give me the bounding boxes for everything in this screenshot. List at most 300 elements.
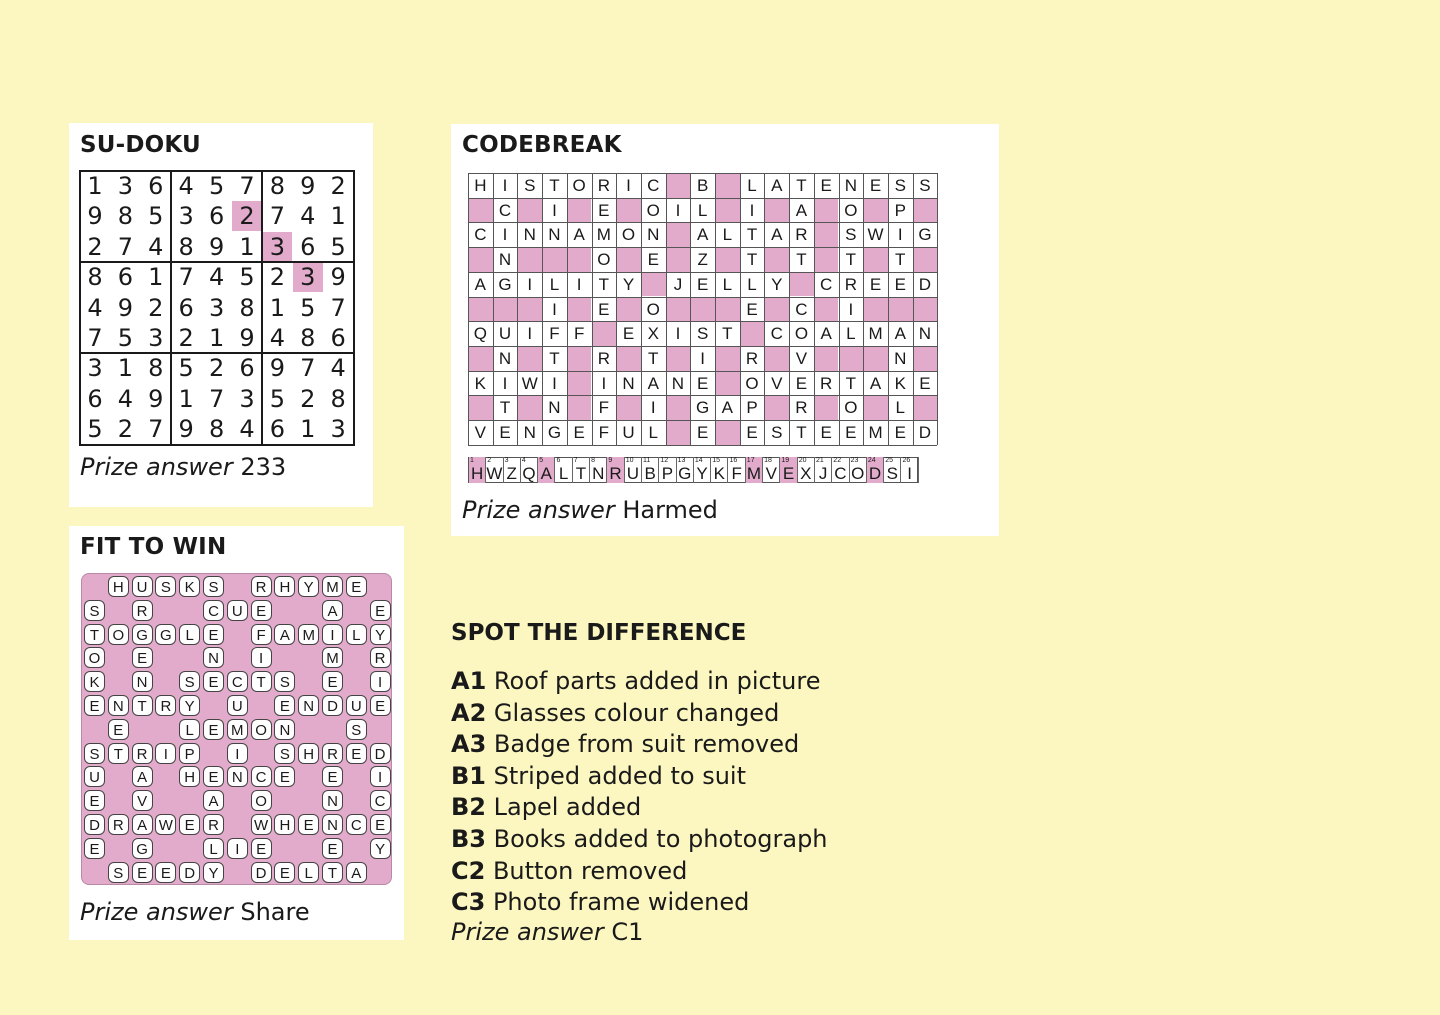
fit-to-win-letter: S (84, 600, 105, 621)
fit-to-win-letter: E (322, 838, 343, 859)
fit-to-win-letter: A (203, 790, 224, 811)
codebreak-key-cell (746, 457, 763, 483)
codebreak-key-cell (556, 457, 573, 483)
fit-to-win-letter: I (155, 743, 176, 764)
codebreak-key-number: 17 (746, 457, 755, 464)
codebreak-letter: I (616, 173, 641, 198)
codebreak-key-letter: S (886, 464, 898, 483)
sudoku-cell: 3 (293, 262, 323, 292)
codebreak-block (666, 395, 691, 420)
sudoku-cell: 9 (208, 232, 225, 261)
codebreak-key-number: 2 (487, 457, 492, 464)
fit-to-win-letter: I (322, 624, 343, 645)
fit-to-win-letter: E (346, 743, 367, 764)
fit-to-win-letter: R (132, 600, 153, 621)
codebreak-block (616, 395, 641, 420)
sudoku-box-line (79, 352, 355, 354)
codebreak-letter: T (839, 247, 864, 272)
spot-difference-item (451, 887, 828, 919)
codebreak-gridline (468, 173, 937, 174)
spot-difference-code: C3 (451, 888, 486, 917)
codebreak-letter: U (493, 321, 518, 346)
fit-to-win-letter: E (84, 695, 105, 716)
sudoku-cell: 7 (269, 202, 286, 231)
spot-difference-code: A3 (451, 730, 487, 759)
fit-to-win-letter: M (322, 576, 343, 597)
codebreak-letter: A (641, 371, 666, 396)
codebreak-gridline (937, 173, 938, 445)
sudoku-cell: 6 (239, 354, 255, 383)
sudoku-cell: 3 (330, 415, 346, 444)
sudoku-cell: 5 (117, 324, 134, 352)
codebreak-key-number: 23 (850, 457, 859, 464)
codebreak-letter: N (839, 173, 864, 198)
codebreak-letter: O (839, 198, 864, 223)
codebreak-gridline (616, 173, 617, 445)
fit-to-win-letter: L (179, 719, 200, 740)
codebreak-key-number: 14 (694, 457, 703, 464)
codebreak-block (863, 346, 888, 371)
codebreak-letter: A (690, 222, 715, 247)
sudoku-cell: 2 (87, 232, 103, 261)
codebreak-key-letter: Q (522, 464, 536, 483)
codebreak-block (542, 247, 567, 272)
codebreak-letter: E (592, 198, 617, 223)
codebreak-key-number: 16 (729, 457, 738, 464)
codebreak-gridline (888, 173, 889, 445)
codebreak-key-cell (711, 457, 728, 483)
sudoku-cell: 7 (148, 415, 164, 444)
sudoku-cell: 9 (239, 324, 255, 352)
spot-the-difference-list (451, 666, 828, 919)
codebreak-prize-label: Prize answer (462, 496, 615, 524)
codebreak-letter: O (592, 247, 617, 272)
fit-to-win-letter: S (108, 862, 129, 883)
fit-to-win-letter: O (108, 624, 129, 645)
fit-to-win-letter: A (274, 624, 295, 645)
codebreak-block (616, 247, 641, 272)
sudoku-cell: 4 (239, 415, 255, 444)
fit-to-win-letter: E (370, 695, 391, 716)
fit-to-win-letter: G (132, 624, 153, 645)
spot-difference-code: B2 (451, 793, 486, 822)
codebreak-letter: T (888, 247, 913, 272)
codebreak-letter: W (863, 222, 888, 247)
sudoku-cell: 1 (269, 293, 286, 322)
codebreak-letter: P (888, 198, 913, 223)
fit-to-win-letter: D (322, 695, 343, 716)
codebreak-letter: C (493, 198, 518, 223)
fit-to-win-letter: I (370, 671, 391, 692)
fit-to-win-letter: I (251, 647, 272, 668)
codebreak-letter: G (542, 420, 567, 445)
sudoku-cell: 7 (117, 232, 134, 261)
codebreak-key-letter: F (731, 464, 742, 483)
codebreak-gridline (468, 222, 937, 223)
spot-prize-label: Prize answer (451, 918, 604, 946)
sudoku-cell: 2 (300, 384, 316, 413)
fit-to-win-letter: E (274, 862, 295, 883)
fit-to-win-panel (69, 526, 404, 940)
codebreak-letter: O (641, 198, 666, 223)
codebreak-letter: N (616, 371, 641, 396)
fit-to-win-letter: T (251, 671, 272, 692)
sudoku-cell: 2 (117, 415, 134, 444)
sudoku-cell: 3 (262, 232, 292, 262)
codebreak-key-number: 12 (660, 457, 669, 464)
sudoku-cell: 3 (148, 324, 164, 352)
codebreak-key-cell (850, 457, 867, 483)
sudoku-cell: 5 (239, 263, 255, 292)
sudoku-cell: 6 (269, 415, 286, 444)
codebreak-gridline (567, 173, 568, 445)
codebreak-key-number: 4 (521, 457, 526, 464)
codebreak-block (764, 346, 789, 371)
codebreak-letter: C (814, 272, 839, 297)
fit-to-win-letter: C (251, 766, 272, 787)
fit-to-win-letter: O (251, 790, 272, 811)
codebreak-block (567, 198, 592, 223)
fit-to-win-letter: R (370, 647, 391, 668)
spot-the-difference-title: SPOT THE DIFFERENCE (451, 620, 747, 646)
sudoku-cell: 5 (269, 384, 286, 413)
fit-to-win-letter: L (346, 624, 367, 645)
codebreak-block (616, 346, 641, 371)
codebreak-gridline (468, 247, 937, 248)
codebreak-letter: S (690, 321, 715, 346)
codebreak-letter: E (690, 371, 715, 396)
fit-to-win-letter: E (132, 862, 153, 883)
sudoku-cell: 2 (269, 263, 286, 292)
codebreak-letter: S (888, 173, 913, 198)
fit-to-win-letter: T (84, 624, 105, 645)
codebreak-letter: D (913, 272, 938, 297)
sudoku-cell: 4 (148, 232, 164, 261)
codebreak-letter: L (888, 395, 913, 420)
codebreak-key-cell (815, 457, 832, 483)
codebreak-key-cell (538, 457, 555, 483)
codebreak-letter: N (888, 346, 913, 371)
codebreak-letter: C (641, 173, 666, 198)
codebreak-letter: S (517, 173, 542, 198)
codebreak-letter: F (542, 321, 567, 346)
fit-to-win-letter: D (84, 814, 105, 835)
codebreak-gridline (493, 173, 494, 445)
codebreak-block (567, 346, 592, 371)
codebreak-key-letter: D (868, 464, 882, 483)
sudoku-cell: 3 (178, 202, 194, 231)
codebreak-letter: T (789, 420, 814, 445)
codebreak-letter: I (690, 346, 715, 371)
sudoku-cell: 2 (208, 354, 225, 383)
codebreak-key-number: 5 (539, 457, 544, 464)
fit-to-win-letter: H (274, 814, 295, 835)
codebreak-letter: P (740, 395, 765, 420)
codebreak-key-cell (659, 457, 676, 483)
fit-to-win-letter: E (251, 838, 272, 859)
codebreak-letter: E (690, 272, 715, 297)
codebreak-letter: E (690, 420, 715, 445)
fit-to-win-letter: N (227, 766, 248, 787)
sudoku-cell: 9 (87, 202, 103, 231)
codebreak-gridline (641, 173, 642, 445)
sudoku-box-line (79, 170, 355, 172)
codebreak-letter: A (764, 173, 789, 198)
codebreak-key-letter: Y (696, 464, 708, 483)
codebreak-key-letter: L (558, 464, 569, 483)
codebreak-block (468, 247, 493, 272)
codebreak-gridline (592, 173, 593, 445)
sudoku-cell: 6 (208, 202, 225, 231)
fit-to-win-letter: E (203, 624, 224, 645)
codebreak-block (517, 297, 542, 322)
fit-to-win-letter: K (84, 671, 105, 692)
codebreak-block (517, 198, 542, 223)
fit-to-win-letter: D (179, 862, 200, 883)
fit-to-win-letter: R (322, 743, 343, 764)
codebreak-gridline (715, 173, 716, 445)
codebreak-gridline (468, 395, 937, 396)
sudoku-cell: 3 (239, 384, 255, 413)
codebreak-key-number: 25 (885, 457, 893, 464)
codebreak-gridline (740, 173, 741, 445)
codebreak-letter: G (913, 222, 938, 247)
codebreak-letter: E (913, 371, 938, 396)
codebreak-block (789, 272, 814, 297)
fit-to-win-letter: K (179, 576, 200, 597)
codebreak-key-number: 21 (816, 457, 824, 464)
sudoku-cell: 4 (87, 293, 103, 322)
sudoku-cell: 7 (300, 354, 316, 383)
fit-to-win-letter: C (370, 790, 391, 811)
spot-difference-text: Roof parts added in picture (493, 667, 821, 695)
spot-difference-item (451, 824, 828, 856)
codebreak-letter: T (542, 346, 567, 371)
codebreak-letter: C (468, 222, 493, 247)
fit-to-win-letter: W (155, 814, 176, 835)
codebreak-letter: L (715, 272, 740, 297)
sudoku-prize-value: 233 (240, 453, 287, 481)
sudoku-cell: 5 (87, 415, 103, 444)
codebreak-block (764, 395, 789, 420)
codebreak-block (814, 346, 839, 371)
fit-to-win-letter: V (132, 790, 153, 811)
spot-the-difference-prize (451, 918, 643, 946)
codebreak-block (764, 198, 789, 223)
codebreak-key-number: 18 (764, 457, 772, 464)
codebreak-letter: L (740, 272, 765, 297)
codebreak-block (592, 321, 617, 346)
codebreak-block (764, 297, 789, 322)
sudoku-cell: 5 (148, 202, 164, 231)
sudoku-cell: 7 (330, 293, 346, 322)
fit-to-win-letter: R (132, 743, 153, 764)
spot-difference-text: Glasses colour changed (493, 698, 780, 727)
codebreak-key-cell (504, 457, 521, 483)
spot-difference-code: A2 (451, 698, 487, 727)
fit-to-win-letter: H (274, 576, 295, 597)
codebreak-letter: R (839, 272, 864, 297)
sudoku-box-line (261, 170, 263, 446)
sudoku-cell: 9 (300, 172, 316, 200)
codebreak-letter: T (789, 173, 814, 198)
fit-to-win-letter: T (322, 862, 343, 883)
codebreak-letter: I (542, 198, 567, 223)
sudoku-cell: 5 (300, 293, 316, 322)
codebreak-key-letter: V (765, 464, 777, 483)
codebreak-key-cell (590, 457, 607, 483)
fit-to-win-letter: N (322, 790, 343, 811)
spot-difference-item (451, 792, 828, 824)
codebreak-gridline (468, 198, 937, 199)
fit-to-win-letter: I (370, 766, 391, 787)
codebreak-block (641, 272, 666, 297)
codebreak-letter: C (764, 321, 789, 346)
codebreak-block (764, 247, 789, 272)
sudoku-cell: 1 (117, 354, 134, 383)
fit-to-win-letter: E (84, 790, 105, 811)
fit-to-win-letter: L (179, 624, 200, 645)
codebreak-letter: E (888, 272, 913, 297)
codebreak-gridline (542, 173, 543, 445)
codebreak-letter: L (641, 420, 666, 445)
fit-to-win-letter: U (84, 766, 105, 787)
fit-to-win-letter: S (274, 743, 295, 764)
codebreak-block (616, 198, 641, 223)
codebreak-block (839, 346, 864, 371)
sudoku-cell: 6 (300, 232, 316, 261)
codebreak-letter: O (789, 321, 814, 346)
sudoku-cell: 6 (117, 263, 134, 292)
sudoku-cell: 8 (330, 384, 346, 413)
codebreak-letter: N (641, 222, 666, 247)
codebreak-key-letter: W (486, 464, 503, 483)
fit-to-win-letter: L (203, 838, 224, 859)
fit-to-win-letter: R (155, 695, 176, 716)
codebreak-block (913, 297, 938, 322)
sudoku-cell: 9 (117, 293, 134, 322)
codebreak-key-number: 13 (677, 457, 686, 464)
codebreak-letter: L (690, 198, 715, 223)
codebreak-letter: J (666, 272, 691, 297)
codebreak-key-number: 22 (833, 457, 842, 464)
codebreak-letter: E (740, 420, 765, 445)
codebreak-key-number: 11 (643, 457, 651, 464)
codebreak-letter: A (468, 272, 493, 297)
codebreak-letter: O (567, 173, 592, 198)
fit-to-win-letter: N (108, 695, 129, 716)
codebreak-key-number: 24 (867, 457, 876, 464)
codebreak-letter: E (839, 420, 864, 445)
codebreak-gridline (468, 445, 937, 446)
codebreak-block (690, 297, 715, 322)
codebreak-letter: I (641, 395, 666, 420)
codebreak-letter: F (592, 420, 617, 445)
codebreak-key-cell (763, 457, 780, 483)
sudoku-cell: 6 (330, 324, 346, 352)
fit-to-win-letter: E (155, 862, 176, 883)
sudoku-prize-label: Prize answer (80, 453, 233, 481)
codebreak-letter: N (493, 247, 518, 272)
codebreak-key-cell (694, 457, 711, 483)
sudoku-cell: 2 (178, 324, 194, 352)
codebreak-block (468, 395, 493, 420)
sudoku-cell: 5 (178, 354, 194, 383)
codebreak-block (913, 247, 938, 272)
fit-to-win-letter: M (298, 624, 319, 645)
codebreak-key-cell (884, 457, 901, 483)
codebreak-letter: R (789, 395, 814, 420)
codebreak-letter: E (789, 371, 814, 396)
codebreak-letter: F (567, 321, 592, 346)
codebreak-block (715, 346, 740, 371)
codebreak-letter: T (839, 371, 864, 396)
sudoku-cell: 1 (87, 172, 103, 200)
codebreak-letter: X (641, 321, 666, 346)
fit-to-win-letter: N (274, 719, 295, 740)
codebreak-letter: A (789, 198, 814, 223)
codebreak-key-number: 3 (504, 457, 509, 464)
codebreak-letter: I (567, 272, 592, 297)
codebreak-block (814, 222, 839, 247)
codebreak-letter: Y (616, 272, 641, 297)
fit-to-win-letter: R (251, 576, 272, 597)
codebreak-letter: I (740, 198, 765, 223)
codebreak-letter: T (789, 247, 814, 272)
codebreak-gridline (839, 173, 840, 445)
codebreak-block (814, 395, 839, 420)
fit-to-win-letter: C (346, 814, 367, 835)
codebreak-block (517, 346, 542, 371)
spot-difference-code: B1 (451, 761, 486, 790)
codebreak-block (888, 297, 913, 322)
fit-to-win-letter: E (203, 671, 224, 692)
sudoku-cell: 5 (330, 232, 346, 261)
sudoku-cell: 1 (208, 324, 225, 352)
codebreak-key-number: 26 (902, 457, 911, 464)
codebreak-key-cell (677, 457, 694, 483)
fit-to-win-letter: U (132, 576, 153, 597)
fit-to-win-letter: C (203, 600, 224, 621)
codebreak-key-letter: Z (506, 464, 517, 483)
codebreak-letter: T (740, 247, 765, 272)
codebreak-letter: F (592, 395, 617, 420)
codebreak-letter: H (468, 173, 493, 198)
codebreak-letter: I (666, 321, 691, 346)
fit-to-win-prize (80, 898, 310, 926)
sudoku-cell: 4 (330, 354, 346, 383)
codebreak-block (666, 173, 691, 198)
codebreak-letter: E (888, 420, 913, 445)
codebreak-block (666, 420, 691, 445)
codebreak-block (913, 198, 938, 223)
sudoku-box-line (79, 261, 355, 263)
codebreak-panel (451, 124, 999, 536)
codebreak-gridline (468, 297, 937, 298)
codebreak-block (715, 198, 740, 223)
spot-difference-text: Books added to photograph (493, 824, 828, 853)
codebreak-key-letter: X (800, 464, 812, 483)
sudoku-cell: 8 (239, 293, 255, 322)
sudoku-cell: 9 (330, 263, 346, 292)
sudoku-cell: 1 (330, 202, 346, 231)
codebreak-letter: E (814, 173, 839, 198)
codebreak-letter: T (542, 173, 567, 198)
codebreak-gridline (814, 173, 815, 445)
codebreak-letter: L (839, 321, 864, 346)
codebreak-letter: G (690, 395, 715, 420)
sudoku-cell: 2 (148, 293, 164, 322)
